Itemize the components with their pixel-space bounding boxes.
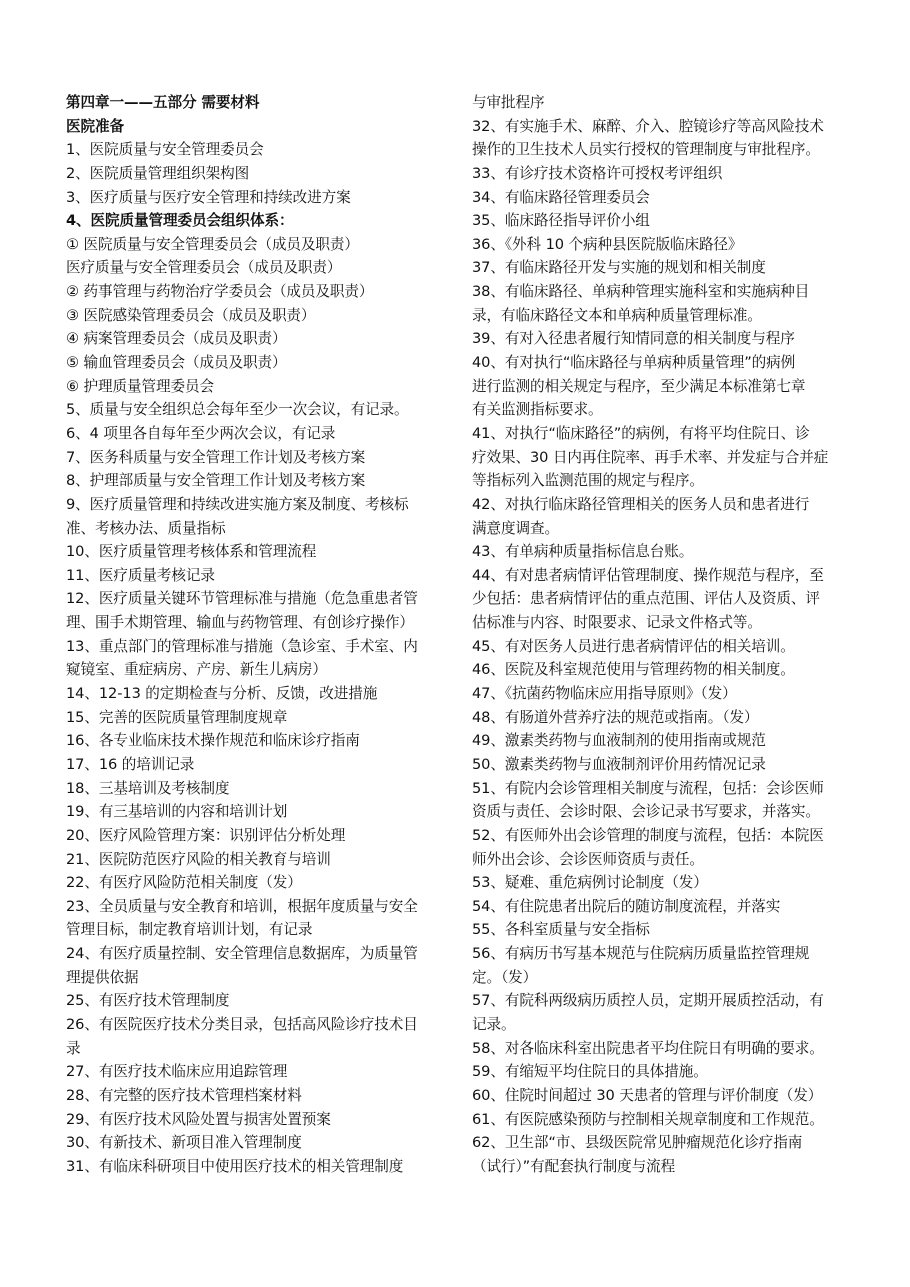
left-column-text-line: 准、考核办法、质量指标 bbox=[66, 519, 226, 537]
right-column-text-line: 37、有临床路径开发与实施的规划和相关制度 bbox=[472, 259, 766, 277]
left-column-text-line: 21、医院防范医疗风险的相关教育与培训 bbox=[66, 850, 331, 868]
right-column-text-line: 40、有对执行“临床路径与单病种质量管理”的病例 bbox=[472, 354, 796, 372]
left-column-text-line: 15、完善的医院质量管理制度规章 bbox=[66, 708, 288, 726]
right-column-text-line: 50、激素类药物与血液制剂评价用药情况记录 bbox=[472, 755, 766, 773]
left-column-text-line: 19、有三基培训的内容和培训计划 bbox=[66, 803, 288, 821]
right-column-text-line: 疗效果、30 日内再住院率、再手术率、并发症与合并症 bbox=[472, 448, 829, 466]
left-column-text-line: 2、医院质量管理组织架构图 bbox=[66, 164, 250, 182]
left-column-text-line: 26、有医院医疗技术分类目录，包括高风险诊疗技术目 bbox=[66, 1015, 418, 1033]
left-column bbox=[66, 91, 450, 1178]
right-column bbox=[472, 91, 856, 1178]
left-column-text-line: ⑥ 护理质量管理委员会 bbox=[66, 377, 214, 395]
right-column-text-line: 47、《抗菌药物临床应用指导原则》（发） bbox=[472, 685, 737, 703]
left-column-text-line: 22、有医疗风险防范相关制度（发） bbox=[66, 874, 302, 892]
right-column-text-line: 56、有病历书写基本规范与住院病历质量监控管理规 bbox=[472, 945, 810, 963]
left-column-text-line: 12、医疗质量关键环节管理标准与措施（危急重患者管 bbox=[66, 590, 418, 608]
right-column-text-line: 36、《外科 10 个病种县医院版临床路径》 bbox=[472, 235, 743, 253]
right-column-text-line: 记录。 bbox=[472, 1015, 516, 1033]
left-column-text-line: 10、医疗质量管理考核体系和管理流程 bbox=[66, 543, 317, 561]
right-column-text-line: 48、有肠道外营养疗法的规范或指南。（发） bbox=[472, 708, 759, 726]
left-column-text-line: 医院准备 bbox=[66, 117, 124, 135]
left-column-text-line: 23、全员质量与安全教育和培训，根据年度质量与安全 bbox=[66, 897, 418, 915]
left-column-text-line: 第四章一——五部分 需要材料 bbox=[66, 94, 260, 111]
right-column-text-line: 43、有单病种质量指标信息台账。 bbox=[472, 543, 694, 561]
right-column-text-line: 53、疑难、重危病例讨论制度（发） bbox=[472, 874, 708, 892]
left-column-text-line: 27、有医疗技术临床应用追踪管理 bbox=[66, 1063, 288, 1081]
right-column-text-line: 34、有临床路径管理委员会 bbox=[472, 188, 650, 206]
right-column-text-line: 35、临床路径指导评价小组 bbox=[472, 212, 650, 230]
left-column-text-line: 5、质量与安全组织总会每年至少一次会议，有记录。 bbox=[66, 401, 409, 419]
left-column-text-line: 6、4 项里各自每年至少两次会议，有记录 bbox=[66, 424, 336, 442]
right-column-text-line: 满意度调查。 bbox=[472, 519, 559, 537]
left-column-text-line: 20、医疗风险管理方案：识别评估分析处理 bbox=[66, 826, 346, 844]
left-column-text-line: 理、围手术期管理、输血与药物管理、有创诊疗操作） bbox=[66, 614, 414, 632]
left-column-text-line: 4、医院质量管理委员会组织体系： bbox=[66, 212, 294, 230]
right-column-text-line: 44、有对患者病情评估管理制度、操作规范与程序，至 bbox=[472, 566, 824, 584]
right-column-text-line: 61、有医院感染预防与控制相关规章制度和工作规范。 bbox=[472, 1110, 824, 1128]
left-column-text-line: 7、医务科质量与安全管理工作计划及考核方案 bbox=[66, 448, 366, 466]
left-column-text-line: 13、重点部门的管理标准与措施（急诊室、手术室、内 bbox=[66, 637, 418, 655]
left-column-text-line: 14、12-13 的定期检查与分析、反馈，改进措施 bbox=[66, 685, 378, 703]
right-column-text-line: 录，有临床路径文本和单病种质量管理标准。 bbox=[472, 306, 762, 324]
left-column-text-line: 录 bbox=[66, 1039, 81, 1057]
right-column-text-line: 39、有对入径患者履行知情同意的相关制度与程序 bbox=[472, 330, 795, 348]
right-column-text-line: 41、对执行“临床路径”的病例，有将平均住院日、诊 bbox=[472, 424, 810, 442]
right-column-text-line: 有关监测指标要求。 bbox=[472, 401, 603, 419]
right-column-text-line: 估标准与内容、时限要求、记录文件格式等。 bbox=[472, 614, 762, 632]
right-column-text-line: 60、住院时间超过 30 天患者的管理与评价制度（发） bbox=[472, 1086, 823, 1104]
right-column-text-line: 32、有实施手术、麻醉、介入、腔镜诊疗等高风险技术 bbox=[472, 117, 824, 135]
left-column-text-line: 理提供依据 bbox=[66, 968, 139, 986]
right-column-text-line: 进行监测的相关规定与程序，至少满足本标准第七章 bbox=[472, 377, 806, 395]
right-column-text-line: 师外出会诊、会诊医师资质与责任。 bbox=[472, 850, 704, 868]
right-column-text-line: 38、有临床路径、单病种管理实施科室和实施病种目 bbox=[472, 283, 810, 301]
right-column-text-line: 42、对执行临床路径管理相关的医务人员和患者进行 bbox=[472, 495, 810, 513]
left-column-text-line: 16、各专业临床技术操作规范和临床诊疗指南 bbox=[66, 732, 360, 750]
left-column-text-line: 1、医院质量与安全管理委员会 bbox=[66, 141, 264, 159]
right-column-text-line: 59、有缩短平均住院日的具体措施。 bbox=[472, 1063, 708, 1081]
right-column-text-line: 45、有对医务人员进行患者病情评估的相关培训。 bbox=[472, 637, 795, 655]
left-column-text-line: 17、16 的培训记录 bbox=[66, 755, 195, 773]
right-column-text-line: （试行）”有配套执行制度与流程 bbox=[472, 1157, 676, 1175]
right-column-text-line: 操作的卫生技术人员实行授权的管理制度与审批程序。 bbox=[472, 141, 820, 159]
right-column-text-line: 62、卫生部“市、县级医院常见肿瘤规范化诊疗指南 bbox=[472, 1134, 803, 1152]
right-column-text-line: 54、有住院患者出院后的随访制度流程，并落实 bbox=[472, 897, 781, 915]
left-column-text-line: 30、有新技术、新项目准入管理制度 bbox=[66, 1134, 302, 1152]
right-column-text-line: 少包括：患者病情评估的重点范围、评估人及资质、评 bbox=[472, 590, 820, 608]
right-column-text-line: 58、对各临床科室出院患者平均住院日有明确的要求。 bbox=[472, 1039, 824, 1057]
left-column-text-line: 3、医疗质量与医疗安全管理和持续改进方案 bbox=[66, 188, 351, 206]
left-column-text-line: 24、有医疗质量控制、安全管理信息数据库，为质量管 bbox=[66, 945, 418, 963]
left-column-text-line: 11、医疗质量考核记录 bbox=[66, 566, 215, 584]
right-column-text-line: 等指标列入监测范围的规定与程序。 bbox=[472, 472, 704, 490]
left-column-text-line: 29、有医疗技术风险处置与损害处置预案 bbox=[66, 1110, 331, 1128]
right-column-text-line: 46、医院及科室规范使用与管理药物的相关制度。 bbox=[472, 661, 795, 679]
right-column-text-line: 33、有诊疗技术资格许可授权考评组织 bbox=[472, 164, 723, 182]
right-column-text-line: 49、激素类药物与血液制剂的使用指南或规范 bbox=[472, 732, 766, 750]
left-column-text-line: 28、有完整的医疗技术管理档案材料 bbox=[66, 1086, 302, 1104]
left-column-text-line: 9、医疗质量管理和持续改进实施方案及制度、考核标 bbox=[66, 495, 409, 513]
left-column-text-line: 医疗质量与安全管理委员会（成员及职责） bbox=[66, 259, 342, 277]
right-column-text-line: 资质与责任、会诊时限、会诊记录书写要求，并落实。 bbox=[472, 803, 820, 821]
left-column-text-line: 窥镜室、重症病房、产房、新生儿病房） bbox=[66, 661, 327, 679]
right-column-text-line: 52、有医师外出会诊管理的制度与流程，包括：本院医 bbox=[472, 826, 824, 844]
left-column-text-line: 31、有临床科研项目中使用医疗技术的相关管理制度 bbox=[66, 1157, 404, 1175]
left-column-text-line: ② 药事管理与药物治疗学委员会（成员及职责） bbox=[66, 283, 374, 301]
right-column-text-line: 51、有院内会诊管理相关制度与流程，包括：会诊医师 bbox=[472, 779, 824, 797]
left-column-text-line: ⑤ 输血管理委员会（成员及职责） bbox=[66, 354, 287, 372]
left-column-text-line: 8、护理部质量与安全管理工作计划及考核方案 bbox=[66, 472, 366, 490]
left-column-text-line: 25、有医疗技术管理制度 bbox=[66, 992, 230, 1010]
left-column-text-line: 18、三基培训及考核制度 bbox=[66, 779, 230, 797]
right-column-text-line: 55、各科室质量与安全指标 bbox=[472, 921, 650, 939]
left-column-text-line: ① 医院质量与安全管理委员会（成员及职责） bbox=[66, 235, 359, 253]
left-column-text-line: 管理目标，制定教育培训计划，有记录 bbox=[66, 921, 313, 939]
right-column-text-line: 与审批程序 bbox=[472, 94, 545, 111]
right-column-text-line: 定。（发） bbox=[472, 968, 538, 986]
right-column-text-line: 57、有院科两级病历质控人员，定期开展质控活动，有 bbox=[472, 992, 824, 1010]
left-column-text-line: ③ 医院感染管理委员会（成员及职责） bbox=[66, 306, 316, 324]
left-column-text-line: ④ 病案管理委员会（成员及职责） bbox=[66, 330, 287, 348]
